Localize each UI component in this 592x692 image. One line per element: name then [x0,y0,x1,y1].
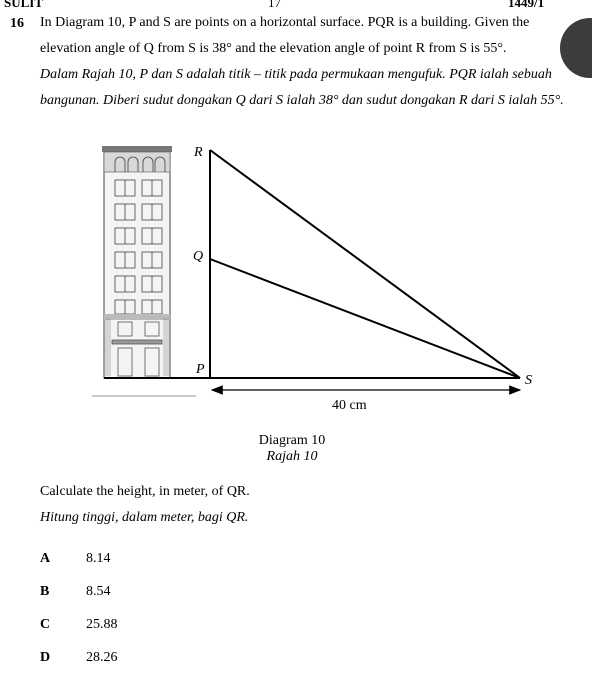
header-left: SULIT [4,0,44,10]
line-rs [210,150,520,378]
question-text-en-2: elevation angle of Q from S is 38° and the elevation angle of point R from S is 55°. [40,41,507,56]
label-r: R [194,145,203,160]
diagram-caption-ms: Rajah 10 [266,449,318,464]
line-qs [210,259,520,378]
label-q: Q [193,249,204,264]
header-right: 1449/1 [508,0,545,10]
question-number: 16 [10,16,24,31]
label-s: S [525,373,532,388]
option-letter: C [40,617,51,632]
option-value: 25.88 [86,617,118,632]
option-value: 8.54 [86,584,111,599]
option-value: 8.14 [86,551,111,566]
question-text-en-1: In Diagram 10, P and S are points on a horizontal surface. PQR is a building. Given the [40,15,530,30]
page-number: 17 [268,0,281,10]
option-letter: B [40,584,50,599]
question-text-ms-2: bangunan. Diberi sudut dongakan Q dari S ialah 38° dan sudut dongakan R dari S ialah 55°. [40,93,564,108]
label-p: P [196,362,205,377]
option-value: 28.26 [86,650,118,665]
diagram-caption-en: Diagram 10 [258,433,326,448]
prompt-ms: Hitung tinggi, dalam meter, bagi QR. [40,510,249,525]
distance-label: 40 cm [332,398,367,413]
building-illustration [102,146,172,378]
option-letter: A [40,551,51,566]
option-letter: D [40,650,51,665]
question-text-ms-1: Dalam Rajah 10, P dan S adalah titik – titik pada permukaan mengufuk. PQR ialah sebuah [40,67,552,82]
prompt-en: Calculate the height, in meter, of QR. [40,484,250,499]
